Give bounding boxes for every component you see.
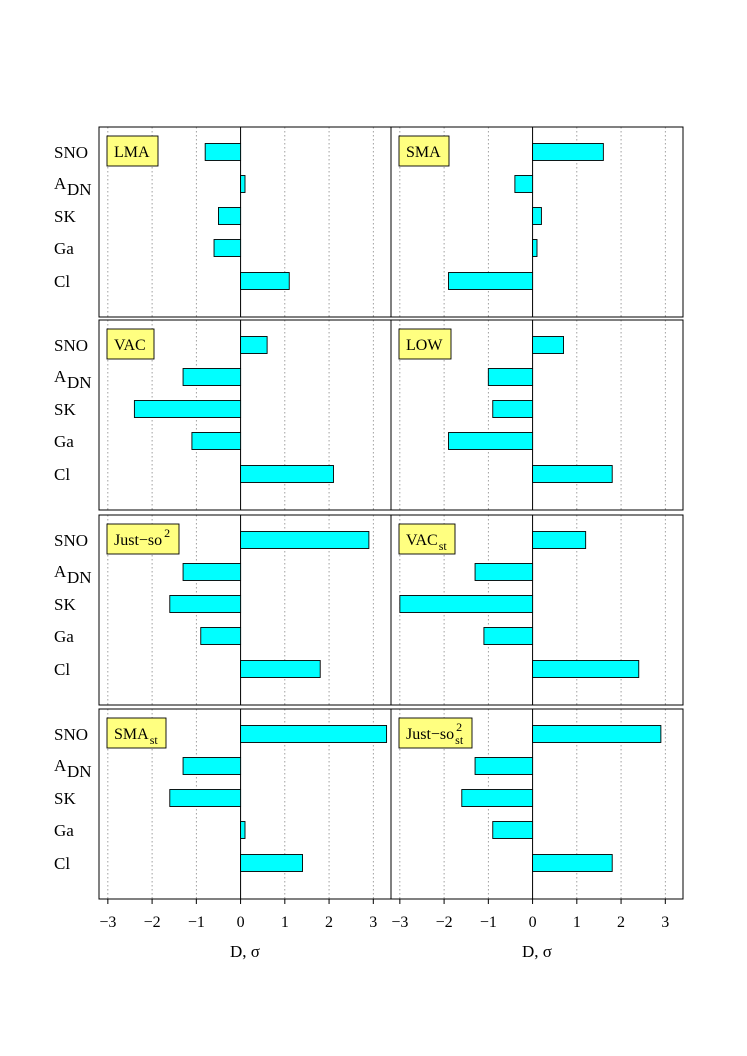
model-label	[399, 136, 449, 166]
bar-a-dn	[183, 564, 241, 581]
category-label-adn-sub: DN	[67, 568, 92, 587]
model-label	[399, 718, 472, 748]
bar-cl	[241, 855, 303, 872]
x-axis-label: D, σ	[230, 942, 260, 961]
model-label-sub: st	[455, 733, 464, 747]
panel-4	[391, 320, 683, 510]
bar-a-dn	[475, 564, 533, 581]
x-tick-label: 3	[369, 914, 378, 931]
x-tick-label: −1	[479, 914, 497, 931]
bar-sno	[241, 337, 268, 354]
bar-sno	[241, 726, 387, 743]
model-label-text: LMA	[114, 144, 150, 161]
model-label-text: VAC	[406, 532, 438, 549]
category-label-adn-sub: DN	[67, 180, 92, 199]
category-label-ga: Ga	[54, 627, 74, 646]
category-label-sno: SNO	[54, 725, 89, 744]
bar-a-dn	[475, 758, 533, 775]
model-label-text: Just−so	[114, 532, 163, 549]
category-label-ga: Ga	[54, 821, 74, 840]
bar-a-dn	[515, 176, 533, 193]
category-label-ga: Ga	[54, 239, 74, 258]
category-label-sk: SK	[54, 400, 76, 419]
bar-a-dn	[183, 758, 241, 775]
bar-cl	[241, 273, 290, 290]
model-label	[107, 718, 166, 748]
bar-sk	[493, 401, 533, 418]
bar-sk	[170, 596, 241, 613]
bar-ga	[241, 822, 245, 839]
bar-a-dn	[183, 369, 241, 386]
bar-sk	[533, 208, 542, 225]
panel-6	[391, 515, 683, 705]
category-label-adn-sub: DN	[67, 373, 92, 392]
x-tick-label: −1	[187, 914, 205, 931]
category-label-adn: A	[54, 756, 67, 775]
category-label-sk: SK	[54, 207, 76, 226]
bar-sk	[462, 790, 533, 807]
category-label-adn-sub: DN	[67, 762, 92, 781]
bar-a-dn	[488, 369, 532, 386]
category-label-adn: A	[54, 562, 67, 581]
bar-sno	[533, 337, 564, 354]
model-label-sub: st	[149, 733, 158, 747]
panel-7	[99, 709, 391, 899]
x-tick-label: −2	[435, 914, 453, 931]
category-label-sk: SK	[54, 595, 76, 614]
model-label	[399, 329, 451, 359]
category-label-adn: A	[54, 174, 67, 193]
model-label	[107, 329, 154, 359]
bar-cl	[241, 466, 334, 483]
bar-sk	[134, 401, 240, 418]
bar-ga	[493, 822, 533, 839]
bar-ga	[533, 240, 537, 257]
category-label-cl: Cl	[54, 660, 71, 679]
x-tick-label: 1	[280, 914, 289, 931]
x-tick-label: −2	[143, 914, 161, 931]
x-tick-label: 0	[528, 914, 537, 931]
model-label-sup: 2	[456, 720, 463, 734]
bar-ga	[484, 628, 533, 645]
x-tick-label: 3	[661, 914, 670, 931]
model-label-text: LOW	[406, 337, 443, 354]
bar-ga	[192, 433, 241, 450]
category-label-adn: A	[54, 367, 67, 386]
bar-ga	[449, 433, 533, 450]
x-tick-label: 2	[325, 914, 334, 931]
bar-cl	[533, 466, 613, 483]
x-tick-label: −3	[391, 914, 409, 931]
bar-sno	[533, 532, 586, 549]
panel-8	[391, 709, 683, 899]
model-label-text: SMA	[114, 726, 149, 743]
model-label-text: VAC	[114, 337, 146, 354]
category-label-sno: SNO	[54, 143, 89, 162]
category-label-ga: Ga	[54, 432, 74, 451]
panel-1	[99, 127, 391, 317]
category-label-cl: Cl	[54, 272, 71, 291]
x-tick-label: 0	[236, 914, 245, 931]
x-tick-label: 1	[572, 914, 581, 931]
bar-sno	[241, 532, 369, 549]
x-tick-label: −3	[99, 914, 117, 931]
model-label	[399, 524, 455, 554]
bar-sno	[205, 144, 240, 161]
category-label-sno: SNO	[54, 531, 89, 550]
model-label	[107, 136, 158, 166]
x-axis-label: D, σ	[522, 942, 552, 961]
panel-5	[99, 515, 391, 705]
model-label-text: Just−so	[406, 726, 455, 743]
model-label-sup: 2	[164, 526, 171, 540]
bar-sno	[533, 726, 661, 743]
x-tick-label: 2	[617, 914, 626, 931]
bar-cl	[449, 273, 533, 290]
model-label-text: SMA	[406, 144, 441, 161]
bar-cl	[533, 661, 639, 678]
category-label-cl: Cl	[54, 465, 71, 484]
bar-a-dn	[241, 176, 245, 193]
bar-sno	[533, 144, 604, 161]
bar-ga	[214, 240, 241, 257]
model-label	[107, 524, 179, 554]
panel-3	[99, 320, 391, 510]
bar-sk	[400, 596, 533, 613]
bar-sk	[218, 208, 240, 225]
bar-ga	[201, 628, 241, 645]
bar-cl	[241, 661, 321, 678]
category-label-cl: Cl	[54, 854, 71, 873]
bar-sk	[170, 790, 241, 807]
category-label-sk: SK	[54, 789, 76, 808]
model-label-sub: st	[438, 539, 447, 553]
bar-cl	[533, 855, 613, 872]
panel-2	[391, 127, 683, 317]
category-label-sno: SNO	[54, 336, 89, 355]
